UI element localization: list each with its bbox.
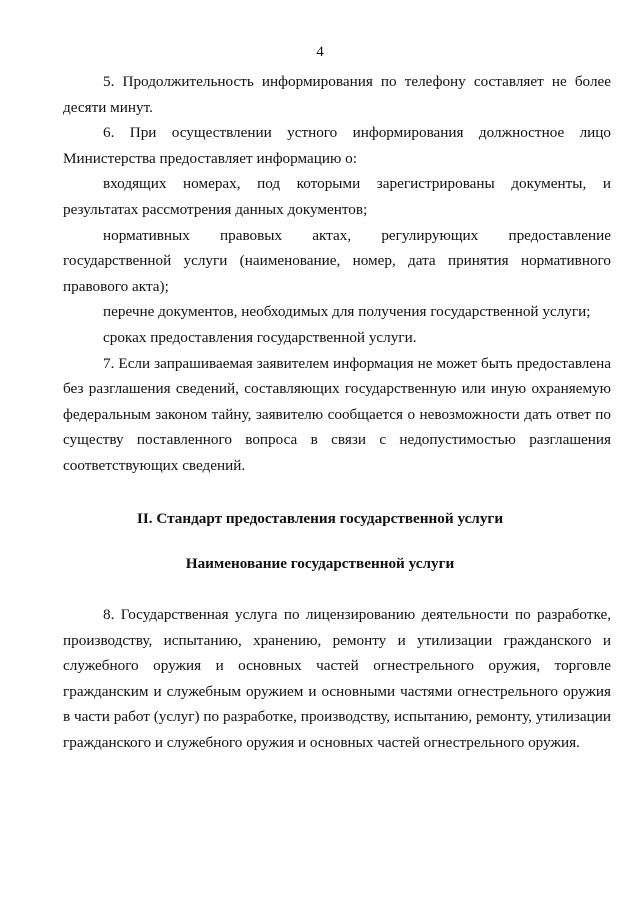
paragraph-8: 8. Государственная услуга по лицензированию деятельности по разработке, производству, испытанию, хранению, ремонту и утилизации гражданского и служебного оружия и основных частей огнестрельного оружия, торговле гражданским и служебным оружием и основными частями огнестрельного оружия в части работ (услуг) по разработке, производству, испытанию, ремонту, утилизации гражданского и служебного оружия и основных частей огнестрельного оружия. (63, 606, 611, 751)
page-number: 4 (316, 44, 324, 60)
paragraph-6: 6. При осуществлении устного информирования должностное лицо Министерства предоставляет информацию о: (63, 124, 611, 167)
paragraph-incoming-numbers: входящих номерах, под которыми зарегистрированы документы, и результатах рассмотрения данных документов; (63, 175, 611, 218)
section-heading: II. Стандарт предоставления государственной услуги (136, 510, 504, 527)
paragraph-document-list: перечне документов, необходимых для получения государственной услуги; (103, 303, 591, 321)
body-text-bottom (63, 602, 611, 756)
subsection-heading: Наименование государственной услуги (185, 555, 455, 572)
paragraph-service-terms: сроках предоставления государственной услуги. (103, 328, 417, 346)
body-text-top (63, 69, 611, 479)
paragraph-5: 5. Продолжительность информирования по телефону составляет не более десяти минут. (63, 73, 611, 116)
paragraph-7: 7. Если запрашиваемая заявителем информация не может быть предоставлена без разглашения сведений, составляющих государственную или иную охраняемую федеральным законом тайну, заявителю сообщается о невозможности дать ответ по существу поставленного вопроса в связи с недопустимостью разглашения соответствующих сведений. (63, 354, 611, 474)
paragraph-normative-acts: нормативных правовых актах, регулирующих предоставление государственной услуги (наименование, номер, дата принятия нормативного правового акта); (63, 226, 611, 295)
